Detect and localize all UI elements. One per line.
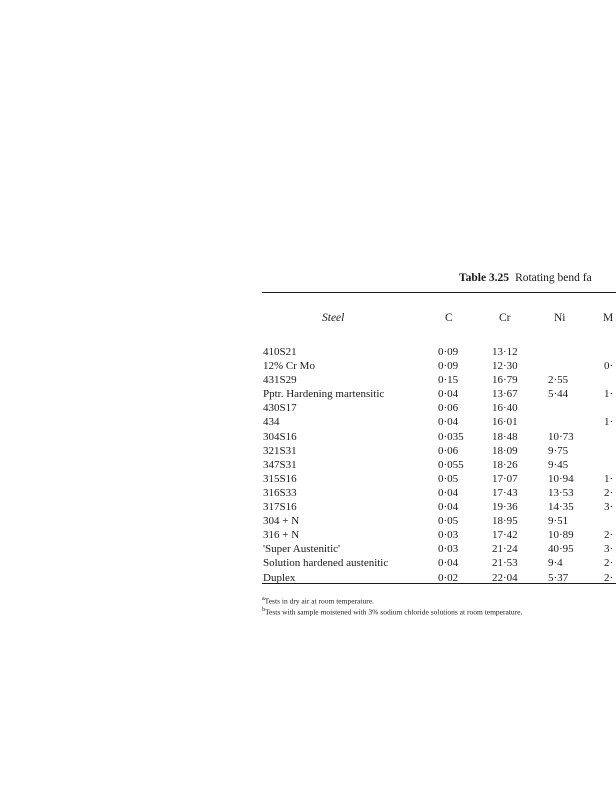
cell-cr: 18·26 xyxy=(492,458,518,471)
cell-steel: 410S21 xyxy=(263,346,297,358)
footnote xyxy=(262,606,522,617)
column-header-m: M xyxy=(603,312,614,324)
footnote-mark: a xyxy=(262,596,265,602)
cell-cr: 16·79 xyxy=(492,374,518,387)
cell-steel: 316S33 xyxy=(263,486,297,499)
column-header-ni: Ni xyxy=(554,312,566,324)
cell-steel: 315S16 xyxy=(263,472,297,485)
cell-ni: 40·95 xyxy=(548,543,574,556)
cell-c: 0·04 xyxy=(438,388,459,401)
cell-c: 0·15 xyxy=(438,374,459,387)
table-row xyxy=(0,444,616,458)
cell-steel: Solution hardened austenitic xyxy=(263,557,389,570)
cell-m: 0· xyxy=(604,360,614,373)
cell-ni: 10·73 xyxy=(548,430,574,443)
cell-m: 3· xyxy=(604,501,614,514)
cell-c: 0·03 xyxy=(438,543,459,556)
table-row xyxy=(0,401,616,415)
cell-cr: 17·42 xyxy=(492,529,518,542)
column-header-steel: Steel xyxy=(322,312,345,324)
cell-cr: 18·48 xyxy=(492,430,518,443)
cell-cr: 21·53 xyxy=(492,557,518,570)
cell-steel: 431S29 xyxy=(263,374,297,387)
cell-ni: 9·75 xyxy=(548,444,569,457)
cell-c: 0·055 xyxy=(438,458,464,471)
cell-ni: 14·35 xyxy=(548,501,574,514)
cell-c: 0·05 xyxy=(438,472,459,485)
cell-cr: 22·04 xyxy=(492,571,518,584)
table-row xyxy=(0,500,616,514)
table-row xyxy=(0,415,616,429)
table-row xyxy=(0,556,616,570)
cell-cr: 19·36 xyxy=(492,501,518,514)
cell-steel: 321S31 xyxy=(263,444,297,457)
cell-cr: 13·12 xyxy=(492,346,518,358)
cell-steel: Pptr. Hardening martensitic xyxy=(263,388,385,401)
table-row xyxy=(0,514,616,528)
cell-cr: 17·43 xyxy=(492,486,518,499)
cell-ni: 2·55 xyxy=(548,374,569,387)
table-row xyxy=(0,387,616,401)
cell-c: 0·05 xyxy=(438,515,459,528)
table-row xyxy=(0,430,616,444)
cell-c: 0·09 xyxy=(438,346,459,358)
table-row xyxy=(0,528,616,542)
cell-cr: 18·09 xyxy=(492,444,518,457)
cell-c: 0·06 xyxy=(438,402,459,415)
cell-steel: 316 + N xyxy=(263,529,300,542)
cell-m: 2· xyxy=(604,557,614,570)
cell-cr: 16·01 xyxy=(492,416,518,429)
cell-m: 3· xyxy=(604,543,614,556)
footnote xyxy=(262,595,522,606)
cell-m: 1· xyxy=(604,388,614,401)
cell-ni: 9·4 xyxy=(548,557,563,570)
cell-steel: 304 + N xyxy=(263,515,300,528)
cell-c: 0·04 xyxy=(438,486,459,499)
table-top-rule xyxy=(262,292,616,293)
table-title: Rotating bend fa xyxy=(515,272,592,284)
cell-ni: 5·37 xyxy=(548,571,569,584)
table-row xyxy=(0,472,616,486)
table-bottom-rule xyxy=(262,583,616,584)
cell-ni: 13·53 xyxy=(548,486,574,499)
column-header-cr: Cr xyxy=(499,312,511,324)
cell-c: 0·06 xyxy=(438,444,459,457)
table-caption xyxy=(459,272,592,284)
cell-c: 0·04 xyxy=(438,416,459,429)
cell-steel: Duplex xyxy=(263,571,296,584)
column-header-c: C xyxy=(445,312,453,324)
table-row xyxy=(0,486,616,500)
cell-m: 2· xyxy=(604,571,614,584)
table-body xyxy=(0,345,616,585)
cell-cr: 21·24 xyxy=(492,543,518,556)
cell-steel: 304S16 xyxy=(263,430,297,443)
cell-m: 2· xyxy=(604,486,614,499)
cell-ni: 9·45 xyxy=(548,458,569,471)
cell-cr: 12·30 xyxy=(492,360,518,373)
table-footnotes xyxy=(262,595,522,617)
cell-cr: 17·07 xyxy=(492,472,518,485)
cell-c: 0·03 xyxy=(438,529,459,542)
cell-m: 1· xyxy=(604,416,614,429)
cell-cr: 16·40 xyxy=(492,402,518,415)
cell-c: 0·04 xyxy=(438,501,459,514)
footnote-text: Tests with sample moistened with 3% sodium chloride solutions at room temperature. xyxy=(265,607,523,617)
cell-ni: 5·44 xyxy=(548,388,569,401)
footnote-mark: b xyxy=(262,607,265,613)
cell-m: 2· xyxy=(604,529,614,542)
cell-c: 0·02 xyxy=(438,571,459,584)
cell-cr: 18·95 xyxy=(492,515,518,528)
cell-steel: 317S16 xyxy=(263,501,297,514)
cell-c: 0·035 xyxy=(438,430,464,443)
cell-cr: 13·67 xyxy=(492,388,518,401)
table-number: Table 3.25 xyxy=(459,272,510,284)
cell-m: 1· xyxy=(604,472,614,485)
table-row xyxy=(0,458,616,472)
table-row xyxy=(0,345,616,359)
footnote-text: Tests in dry air at room temperature. xyxy=(264,596,374,606)
cell-steel: 'Super Austenitic' xyxy=(263,543,340,556)
cell-ni: 9·51 xyxy=(548,515,569,528)
cell-ni: 10·94 xyxy=(548,472,574,485)
cell-steel: 430S17 xyxy=(263,402,297,415)
cell-ni: 10·89 xyxy=(548,529,574,542)
table-row xyxy=(0,373,616,387)
table-row xyxy=(0,359,616,373)
cell-c: 0·09 xyxy=(438,360,459,373)
table-row xyxy=(0,542,616,556)
cell-steel: 12% Cr Mo xyxy=(263,360,315,373)
cell-steel: 434 xyxy=(263,416,280,429)
cell-c: 0·04 xyxy=(438,557,459,570)
cell-steel: 347S31 xyxy=(263,458,297,471)
